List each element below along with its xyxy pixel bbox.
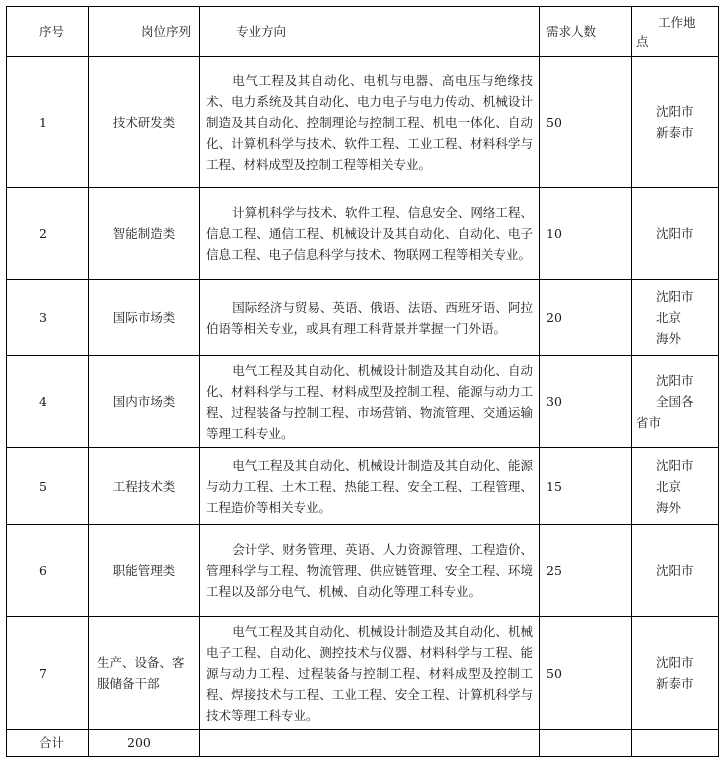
- row-major-text: 电气工程及其自动化、机械设计制造及其自动化、能源与动力工程、土木工程、热能工程、安全工程、工程管理、工程造价等相关专业。: [206, 457, 533, 515]
- location-line: 沈阳市: [656, 289, 694, 304]
- row-major-text: 电气工程及其自动化、机械设计制造及其自动化、自动化、材料科学与工程、材料成型及控制工程、能源与动力工程、过程装备与控制工程、市场营销、物流管理、交通运输等理工科专业。: [206, 362, 533, 441]
- row-category: 职能管理类: [89, 525, 200, 617]
- header-count: 需求人数: [540, 7, 632, 57]
- location-line: 北京: [656, 310, 682, 325]
- table-row: [7, 356, 719, 448]
- header-location-line1: 工作地: [658, 14, 696, 30]
- row-major: [200, 617, 540, 730]
- row-category: 国际市场类: [89, 280, 200, 356]
- total-row: [7, 730, 719, 757]
- table-row: [7, 448, 719, 525]
- location-line: 新泰市: [656, 676, 694, 691]
- row-no: 3: [7, 280, 89, 356]
- row-major-text: 计算机科学与技术、软件工程、信息安全、网络工程、信息工程、通信工程、机械设计及其自动化、自动化、电子信息工程、电子信息科学与技术、物联网工程等相关专业。: [206, 205, 533, 262]
- row-no: 4: [7, 356, 89, 448]
- recruitment-table: [6, 6, 719, 757]
- row-major: [200, 525, 540, 617]
- row-major: [200, 448, 540, 525]
- row-category: 智能制造类: [89, 188, 200, 280]
- total-empty-cell: [632, 730, 719, 757]
- row-category: 工程技术类: [89, 448, 200, 525]
- total-value: 200: [89, 730, 200, 757]
- row-count: 15: [540, 448, 632, 525]
- row-major-text: 会计学、财务管理、英语、人力资源管理、工程造价、管理科学与工程、物流管理、供应链管理、安全工程、环境工程以及部分电气、机械、自动化等理工科专业。: [206, 542, 533, 599]
- header-row: [7, 7, 719, 57]
- row-major: [200, 280, 540, 356]
- row-count: 50: [540, 617, 632, 730]
- row-major-text: 电气工程及其自动化、机械设计制造及其自动化、机械电子工程、自动化、测控技术与仪器、材料科学与工程、能源与动力工程、过程装备与控制工程、材料成型及控制工程、焊接技术与工程、工业工程、安全工程、计算机科学与技术等理工科专业。: [206, 623, 533, 723]
- row-no: 5: [7, 448, 89, 525]
- header-major: 专业方向: [200, 7, 540, 57]
- row-count: 25: [540, 525, 632, 617]
- header-location-line2: 点: [636, 33, 649, 49]
- row-count: 20: [540, 280, 632, 356]
- location-line: 海外: [656, 331, 682, 346]
- location-line: 海外: [656, 499, 682, 515]
- table-row: [7, 617, 719, 730]
- table-row: [7, 280, 719, 356]
- table-row: [7, 57, 719, 188]
- row-no: 6: [7, 525, 89, 617]
- table-row: [7, 188, 719, 280]
- table-row: [7, 525, 719, 617]
- row-count: 30: [540, 356, 632, 448]
- row-major-text: 国际经济与贸易、英语、俄语、法语、西班牙语、阿拉伯语等相关专业，或具有理工科背景并掌握一门外语。: [206, 299, 533, 336]
- location-line: 沈阳市: [656, 226, 694, 241]
- row-count: 50: [540, 57, 632, 188]
- location-line: 沈阳市: [656, 655, 694, 670]
- location-line: 北京: [656, 478, 682, 494]
- row-major: [200, 57, 540, 188]
- row-major: [200, 356, 540, 448]
- location-line: 沈阳市: [656, 104, 694, 119]
- row-no: 7: [7, 617, 89, 730]
- header-category: 岗位序列: [89, 7, 200, 57]
- row-major: [200, 188, 540, 280]
- row-location: [632, 448, 719, 525]
- row-category: 技术研发类: [89, 57, 200, 188]
- row-location: [632, 188, 719, 280]
- location-line: 沈阳市: [656, 373, 694, 388]
- row-location: [632, 525, 719, 617]
- row-location: [632, 57, 719, 188]
- location-line: 沈阳市: [656, 457, 694, 473]
- header-no: 序号: [7, 7, 89, 57]
- row-major-text: 电气工程及其自动化、电机与电器、高电压与绝缘技术、电力系统及其自动化、电力电子与电力传动、机械设计制造及其自动化、控制理论与控制工程、机电一体化、自动化、计算机科学与技术、软件工程、工业工程、材料科学与工程、材料成型及控制工程等相关专业。: [206, 72, 533, 172]
- total-label: 合计: [7, 730, 89, 757]
- row-count: 10: [540, 188, 632, 280]
- row-category: 生产、设备、客服储备干部: [89, 617, 200, 730]
- header-location: [632, 7, 719, 57]
- row-category: 国内市场类: [89, 356, 200, 448]
- row-no: 1: [7, 57, 89, 188]
- row-location: [632, 356, 719, 448]
- row-location: [632, 280, 719, 356]
- location-line: 全国各: [656, 394, 694, 409]
- total-empty-cell: [200, 730, 540, 757]
- row-no: 2: [7, 188, 89, 280]
- total-empty-cell: [540, 730, 632, 757]
- location-line: 新泰市: [656, 125, 694, 140]
- location-line: 沈阳市: [656, 563, 694, 578]
- row-location: [632, 617, 719, 730]
- location-line: 省市: [636, 415, 662, 430]
